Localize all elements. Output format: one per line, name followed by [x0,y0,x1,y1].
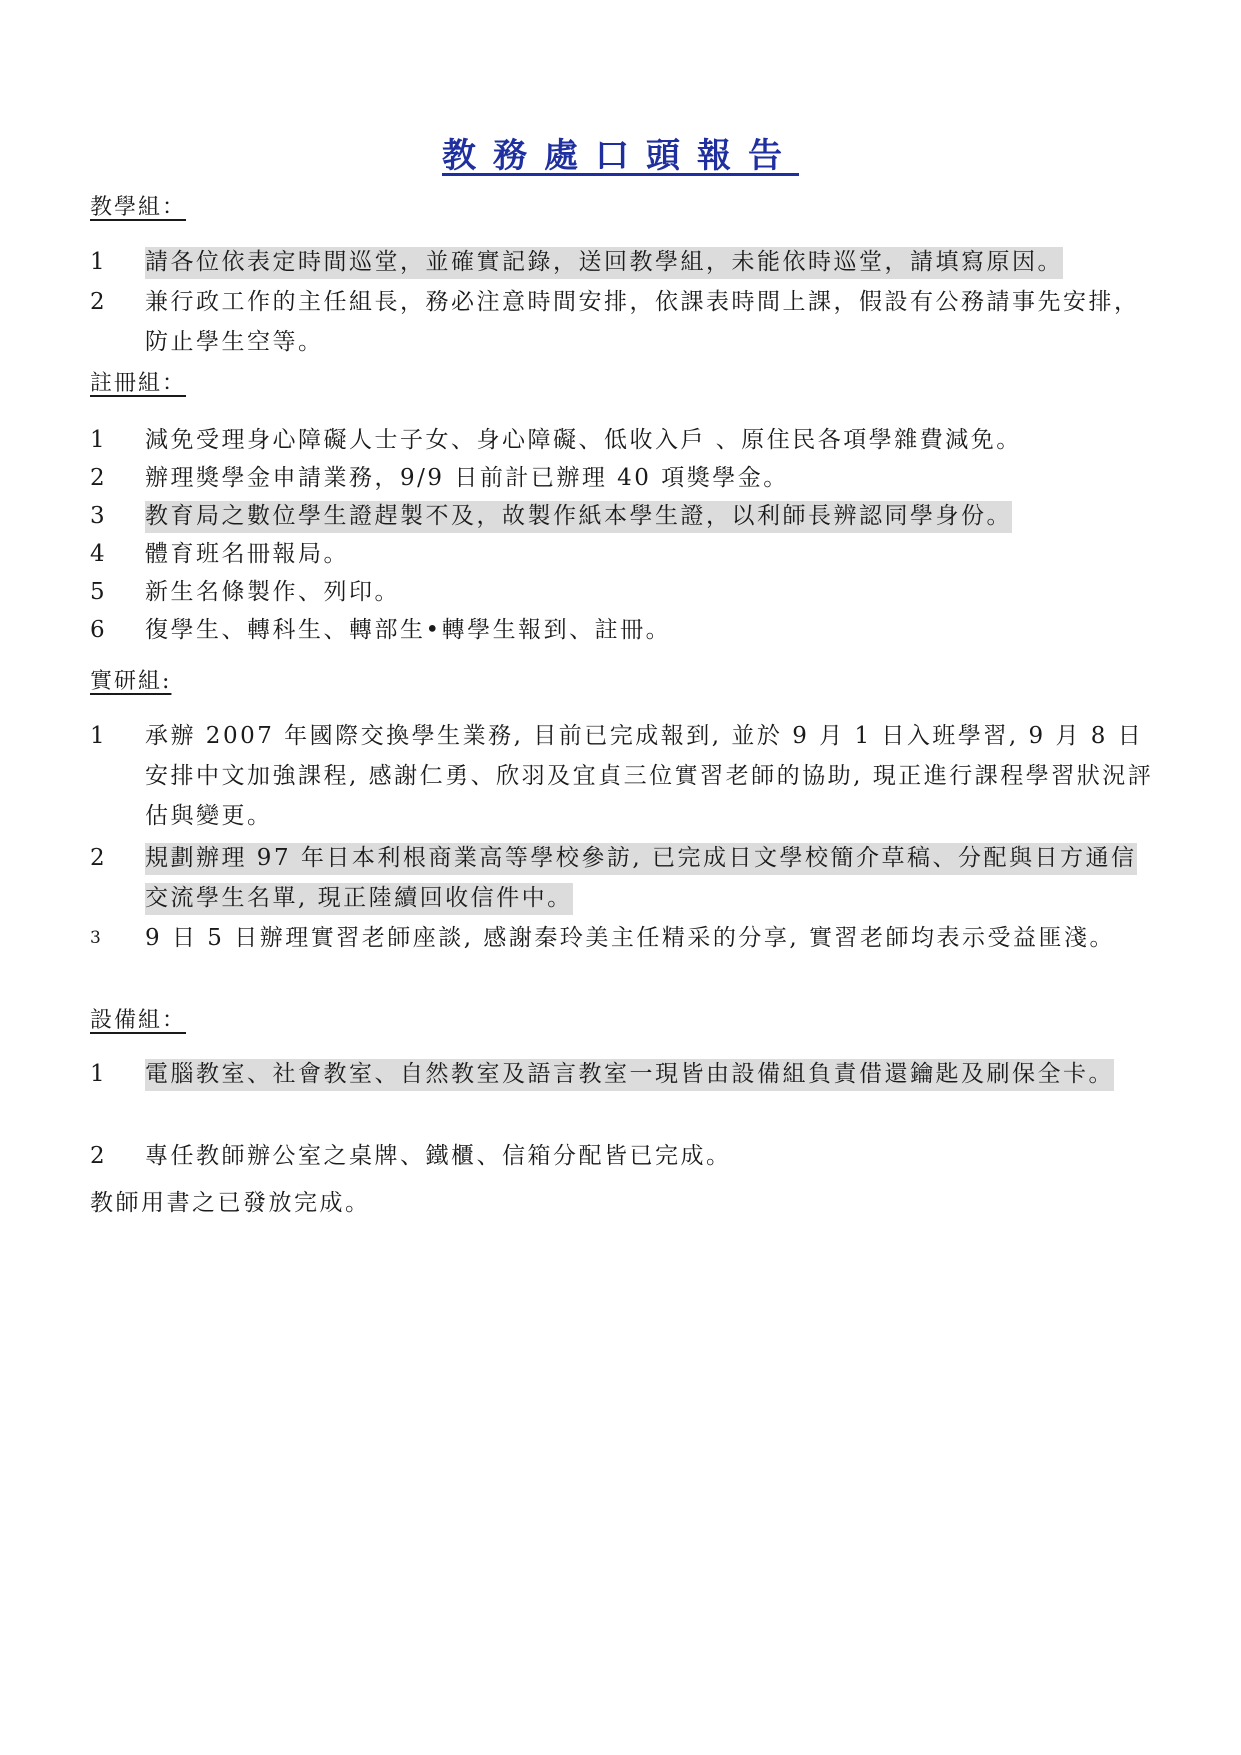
closing-note: 教師用書之已發放完成。 [90,1190,371,1216]
item-text: 體育班名冊報局。 [145,541,349,567]
item-number: 1 [90,1061,105,1087]
list-item [90,1136,1160,1176]
item-text: 電腦教室、社會教室、自然教室及語言教室一現皆由設備組負責借還鑰匙及刷保全卡。 [145,1059,1114,1091]
item-number: 4 [90,541,105,567]
item-number: 2 [90,465,105,491]
item-text: 規劃辦理 97 年日本利根商業高等學校參訪, 已完成日文學校簡介草稿、分配與日方通信交流學生名單, 現正陸續回收信件中。 [145,843,1137,915]
item-text: 請各位依表定時間巡堂，並確實記錄，送回教學組，未能依時巡堂，請填寫原因。 [145,247,1063,279]
section-heading-registration: 註冊組： [90,371,187,396]
page-title: 教務處口頭報告 [442,136,799,176]
item-text: 減免受理身心障礙人士子女、身心障礙、低收入戶 、原住民各項學雜費減免。 [145,427,1022,453]
item-number: 1 [90,249,105,275]
item-text: 專任教師辦公室之桌牌、鐵櫃、信箱分配皆已完成。 [145,1143,732,1169]
item-text: 承辦 2007 年國際交換學生業務, 目前已完成報到, 並於 9 月 1 日入班學習, 9 月 8 日安排中文加強課程, 感謝仁勇、欣羽及宜貞三位實習老師的協助, 現正進行課程學習狀況評估與變更。 [145,723,1154,829]
list-item [90,282,1160,362]
section-heading-teaching: 教學組： [90,195,187,220]
item-number: 1 [90,427,105,453]
item-text: 9 日 5 日辦理實習老師座談, 感謝秦玲美主任精采的分享, 實習老師均表示受益匪淺。 [145,925,1115,951]
item-number: 2 [90,289,105,315]
item-number: 1 [90,723,105,749]
section-heading-internship: 實研組: [90,669,172,694]
list-item [90,458,1160,498]
item-text: 復學生、轉科生、轉部生•轉學生報到、註冊。 [145,617,672,643]
item-number: 3 [90,503,105,529]
list-item [90,420,1160,460]
item-text: 新生名條製作、列印。 [145,579,400,605]
item-text: 兼行政工作的主任組長，務必注意時間安排，依課表時間上課，假設有公務請事先安排，防止學生空等。 [145,289,1140,355]
item-number: 3 [90,928,101,948]
item-text: 教育局之數位學生證趕製不及，故製作紙本學生證，以利師長辨認同學身份。 [145,501,1012,533]
item-number: 6 [90,617,105,643]
list-item [90,534,1160,574]
list-item [90,496,1160,536]
item-number: 5 [90,579,105,605]
list-item [90,1054,1160,1094]
section-heading-equipment: 設備組： [90,1008,187,1033]
list-item [90,918,1160,958]
list-item [90,838,1160,918]
item-number: 2 [90,845,105,871]
item-text: 辦理獎學金申請業務，9/9 日前計已辦理 40 項獎學金。 [145,465,789,491]
item-number: 2 [90,1143,105,1169]
list-item [90,610,1160,650]
list-item [90,572,1160,612]
list-item [90,716,1160,836]
list-item [90,242,1160,282]
